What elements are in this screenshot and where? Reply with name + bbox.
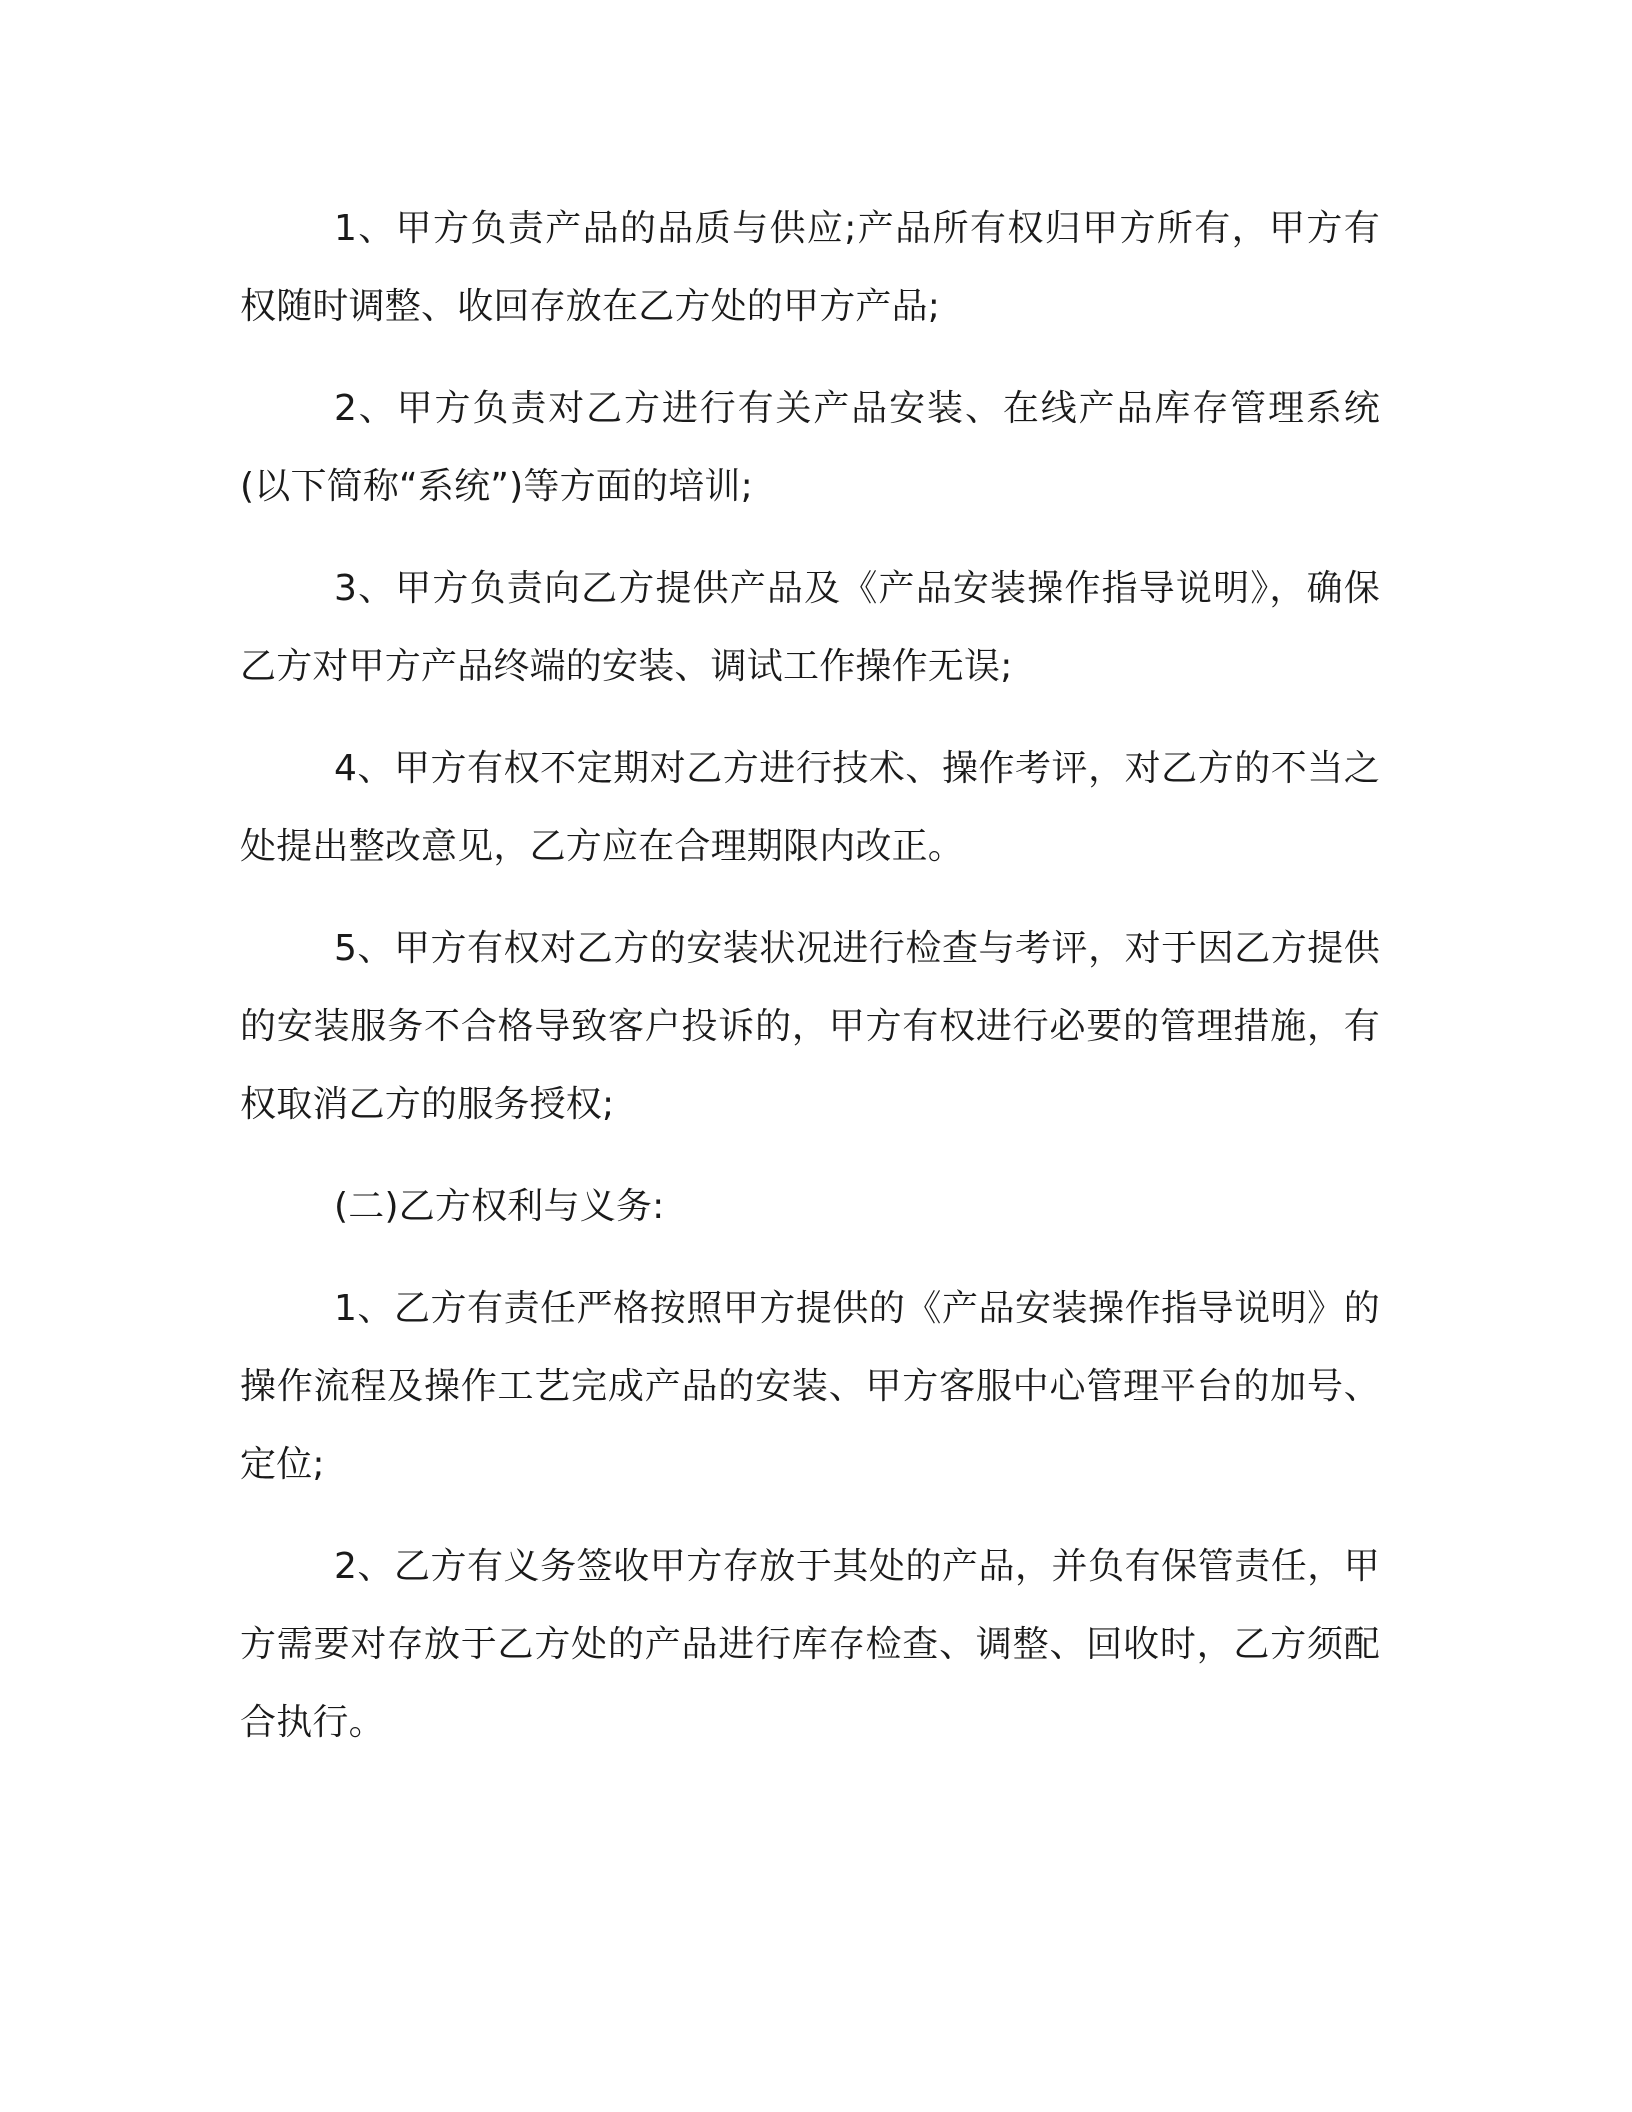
clause-party-a-2: 2、甲方负责对乙方进行有关产品安装、在线产品库存管理系统(以下简称“系统”)等方面的培训;	[240, 388, 1380, 507]
clause-party-b-2: 2、乙方有义务签收甲方存放于其处的产品，并负有保管责任，甲方需要对存放于乙方处的产品进行库存检查、调整、回收时，乙方须配合执行。	[240, 1546, 1380, 1743]
section-heading-party-b: (二)乙方权利与义务:	[334, 1186, 665, 1227]
clause-party-a-3: 3、甲方负责向乙方提供产品及《产品安装操作指导说明》，确保乙方对甲方产品终端的安装、调试工作操作无误;	[240, 568, 1380, 687]
clause-party-a-4: 4、甲方有权不定期对乙方进行技术、操作考评，对乙方的不当之处提出整改意见，乙方应在合理期限内改正。	[240, 748, 1380, 867]
clause-party-a-5: 5、甲方有权对乙方的安装状况进行检查与考评，对于因乙方提供的安装服务不合格导致客户投诉的，甲方有权进行必要的管理措施，有权取消乙方的服务授权;	[240, 928, 1380, 1125]
clause-party-a-1: 1、甲方负责产品的品质与供应;产品所有权归甲方所有，甲方有权随时调整、收回存放在乙方处的甲方产品;	[240, 208, 1380, 327]
document-body	[240, 190, 1380, 1786]
clause-party-b-1: 1、乙方有责任严格按照甲方提供的《产品安装操作指导说明》的操作流程及操作工艺完成产品的安装、甲方客服中心管理平台的加号、定位;	[240, 1288, 1380, 1485]
